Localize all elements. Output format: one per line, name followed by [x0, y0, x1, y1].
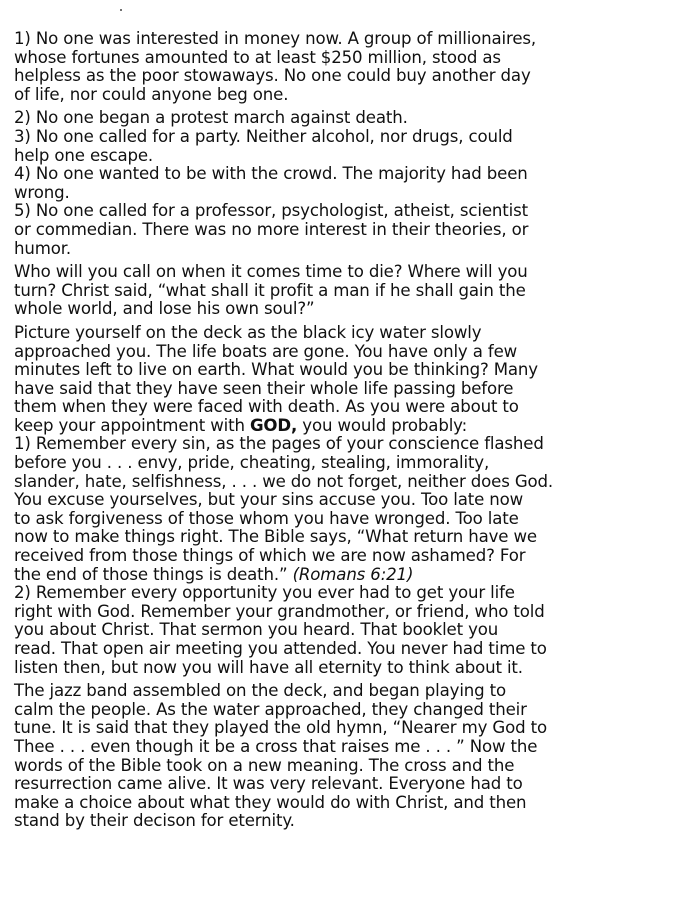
- remember-item-2: [14, 584, 664, 677]
- text-line: words of the Bible took on a new meaning. The cross and the: [14, 755, 515, 775]
- list-item-2: [14, 109, 664, 128]
- text-line: [14, 566, 664, 585]
- text-line: read. That open air meeting you attended. You never had time to: [14, 639, 547, 658]
- text-line: slander, hate, selfishness, . . . we do not forget, neither does God.: [14, 471, 554, 491]
- text-line: 1) Remember every sin, as the pages of your conscience flashed: [14, 434, 544, 454]
- text-segment: you would probably:: [297, 415, 468, 435]
- remember-item-1: [14, 435, 664, 584]
- text-line: tune. It is said that they played the old hymn, “Nearer my God to: [14, 718, 547, 738]
- text-line: or commedian. There was no more interest in their theories, or: [14, 219, 529, 239]
- text-line: Who will you call on when it comes time to die? Where will you: [14, 262, 528, 282]
- text-line: whose fortunes amounted to at least $250 million, stood as: [14, 47, 501, 67]
- text-line: wrong.: [14, 182, 70, 202]
- scripture-reference: (Romans 6:21): [292, 564, 414, 584]
- text-line: Picture yourself on the deck as the black icy water slowly: [14, 322, 482, 342]
- text-segment: keep your appointment with: [14, 415, 250, 435]
- text-line: helpless as the poor stowaways. No one could buy another day: [14, 66, 531, 86]
- text-line: [14, 417, 664, 436]
- text-line: Thee . . . even though it be a cross that raises me . . . ” Now the: [14, 736, 538, 756]
- text-line: now to make things right. The Bible says, “What return have we: [14, 527, 537, 547]
- text-line: The jazz band assembled on the deck, and began playing to: [14, 681, 507, 701]
- text-line: have said that they have seen their whole life passing before: [14, 378, 514, 398]
- text-line: You excuse yourselves, but your sins accuse you. Too late now: [14, 490, 524, 510]
- list-item-1: [14, 30, 664, 104]
- question-paragraph: [14, 263, 664, 319]
- text-line: 2) No one began a protest march against death.: [14, 108, 408, 128]
- list-item-5: [14, 202, 664, 258]
- text-line: before you . . . envy, pride, cheating, stealing, immorality,: [14, 453, 490, 473]
- picture-paragraph: [14, 324, 664, 436]
- text-line: 4) No one wanted to be with the crowd. The majority had been: [14, 164, 528, 184]
- text-line: right with God. Remember your grandmother, or friend, who told: [14, 601, 545, 621]
- text-line: 3) No one called for a party. Neither alcohol, nor drugs, could: [14, 126, 513, 146]
- text-line: you about Christ. That sermon you heard. That booklet you: [14, 620, 499, 640]
- text-line: to ask forgiveness of those whom you have wronged. Too late: [14, 508, 519, 528]
- text-line: listen then, but now you will have all eternity to think about it.: [14, 657, 523, 677]
- text-line: minutes left to live on earth. What would you be thinking? Many: [14, 360, 538, 380]
- jazz-band-paragraph: [14, 682, 664, 831]
- document-body: [14, 30, 664, 836]
- text-line: 2) Remember every opportunity you ever had to get your life: [14, 583, 515, 603]
- list-item-4: [14, 165, 664, 202]
- text-line: 1) No one was interested in money now. A group of millionaires,: [14, 29, 536, 48]
- text-line: calm the people. As the water approached, they changed their: [14, 699, 527, 719]
- text-line: of life, nor could anyone beg one.: [14, 84, 289, 104]
- text-line: make a choice about what they would do with Christ, and then: [14, 792, 527, 812]
- text-line: 5) No one called for a professor, psychologist, atheist, scientist: [14, 201, 528, 221]
- text-segment: the end of those things is death.”: [14, 564, 293, 584]
- text-line: them when they were faced with death. As you were about to: [14, 397, 519, 417]
- text-line: stand by their decison for eternity.: [14, 811, 295, 831]
- text-line: received from those things of which we are now ashamed? For: [14, 546, 526, 566]
- text-line: resurrection came alive. It was very relevant. Everyone had to: [14, 774, 523, 794]
- text-line: approached you. The life boats are gone. You have only a few: [14, 341, 518, 361]
- text-line: humor.: [14, 238, 72, 258]
- text-line: turn? Christ said, “what shall it profit a man if he shall gain the: [14, 280, 526, 300]
- list-item-3: [14, 128, 664, 165]
- text-line: help one escape.: [14, 145, 154, 165]
- text-line: whole world, and lose his own soul?”: [14, 299, 315, 319]
- emphasis-god: GOD,: [249, 415, 298, 435]
- scan-speck: [120, 9, 122, 11]
